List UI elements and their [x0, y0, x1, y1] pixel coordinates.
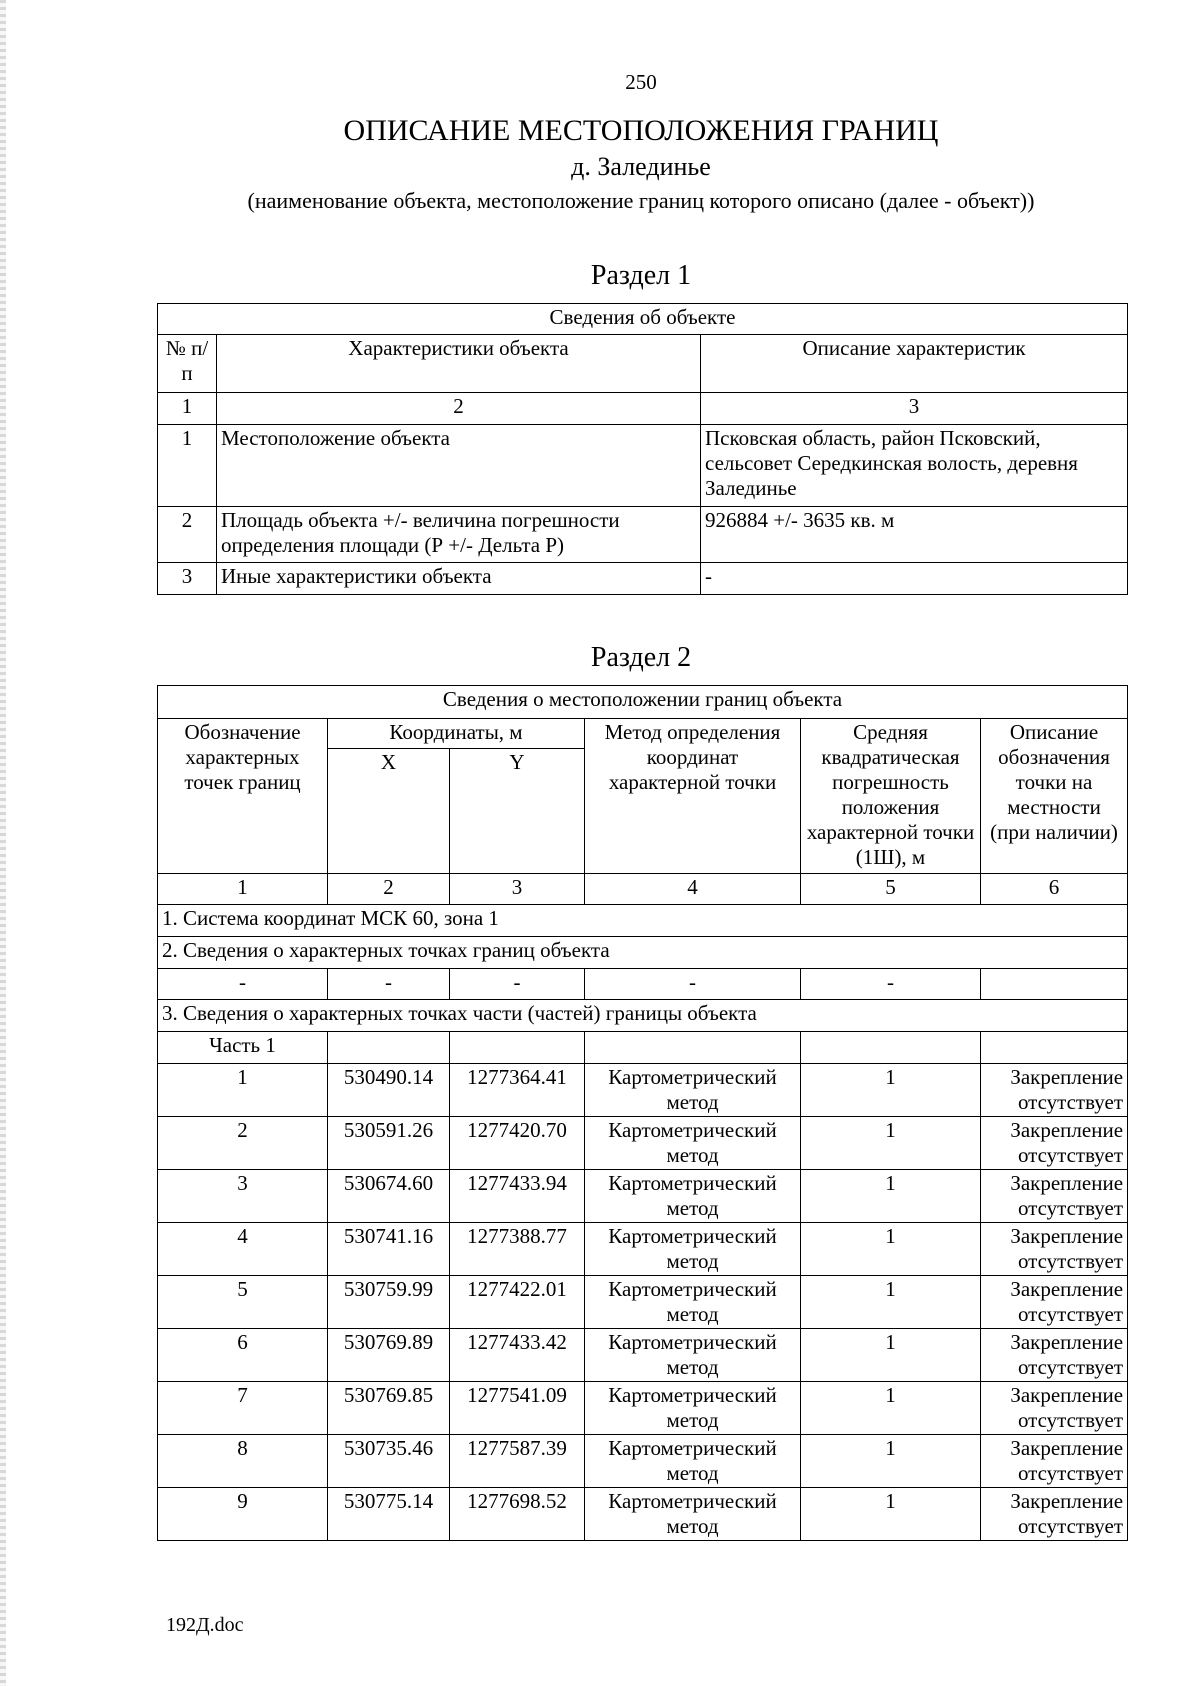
- point-x: 530775.14: [328, 1488, 450, 1541]
- point-error: 1: [801, 1064, 981, 1117]
- point-method: Картометрический метод: [585, 1117, 801, 1170]
- empty-cell: [981, 1032, 1128, 1064]
- point-method: Картометрический метод: [585, 1329, 801, 1382]
- table-row: [158, 1435, 1128, 1488]
- point-method: Картометрический метод: [585, 1488, 801, 1541]
- points-body: [158, 1064, 1128, 1541]
- empty-cell: [801, 1032, 981, 1064]
- point-x: 530591.26: [328, 1117, 450, 1170]
- header-characteristic: Характеристики объекта: [217, 335, 701, 393]
- row-number: 2: [158, 507, 217, 563]
- table-title: Сведения о местоположении границ объекта: [158, 686, 1128, 719]
- col-number: 3: [701, 393, 1128, 425]
- table-row: [158, 969, 1128, 1000]
- row-value: Псковская область, район Псковский, сельсовет Середкинская волость, деревня Залединье: [701, 425, 1128, 507]
- point-number: 7: [158, 1382, 328, 1435]
- header-coordinates: Координаты, м: [328, 719, 585, 749]
- empty-cell: [585, 1032, 801, 1064]
- col-number: 3: [450, 874, 585, 905]
- point-error: 1: [801, 1170, 981, 1223]
- table-row: [158, 1117, 1128, 1170]
- point-y: 1277587.39: [450, 1435, 585, 1488]
- table-row: [158, 563, 1128, 595]
- point-y: 1277541.09: [450, 1382, 585, 1435]
- point-description: Закрепление отсутствует: [981, 1435, 1128, 1488]
- point-description: Закрепление отсутствует: [981, 1064, 1128, 1117]
- point-number: 2: [158, 1117, 328, 1170]
- table-row: [158, 1064, 1128, 1117]
- coordinate-system-row: 1. Система координат МСК 60, зона 1: [158, 905, 1128, 937]
- point-number: 5: [158, 1276, 328, 1329]
- col-number: 1: [158, 393, 217, 425]
- point-x: 530490.14: [328, 1064, 450, 1117]
- point-error: 1: [801, 1488, 981, 1541]
- section1-title: Раздел 1: [590, 260, 692, 291]
- table-row: [158, 1170, 1128, 1223]
- point-method: Картометрический метод: [585, 1382, 801, 1435]
- point-x: 530741.16: [328, 1223, 450, 1276]
- point-number: 6: [158, 1329, 328, 1382]
- table-row: [158, 425, 1128, 507]
- col-number: 6: [981, 874, 1128, 905]
- point-number: 8: [158, 1435, 328, 1488]
- point-description: Закрепление отсутствует: [981, 1117, 1128, 1170]
- row-characteristic: Площадь объекта +/- величина погрешности определения площади (Р +/- Дельта Р): [217, 507, 701, 563]
- table-row: [158, 1276, 1128, 1329]
- dash-cell: [981, 969, 1128, 1000]
- point-error: 1: [801, 1329, 981, 1382]
- row-number: 3: [158, 563, 217, 595]
- col-number: 4: [585, 874, 801, 905]
- footer-filename: 192Д.doc: [166, 1614, 244, 1636]
- point-method: Картометрический метод: [585, 1435, 801, 1488]
- part-label: Часть 1: [158, 1032, 328, 1064]
- header-x: X: [328, 749, 450, 874]
- point-method: Картометрический метод: [585, 1276, 801, 1329]
- table-row: [158, 1488, 1128, 1541]
- header-error: Средняя квадратическая погрешность положения характерной точки (1Ш), м: [801, 719, 981, 874]
- point-description: Закрепление отсутствует: [981, 1276, 1128, 1329]
- document-title: ОПИСАНИЕ МЕСТОПОЛОЖЕНИЯ ГРАНИЦ: [343, 114, 939, 147]
- row-value: -: [701, 563, 1128, 595]
- col-number: 1: [158, 874, 328, 905]
- row-value: 926884 +/- 3635 кв. м: [701, 507, 1128, 563]
- object-info-table: [157, 303, 1128, 595]
- point-description: Закрепление отсутствует: [981, 1382, 1128, 1435]
- header-description: Описание характеристик: [701, 335, 1128, 393]
- point-x: 530735.46: [328, 1435, 450, 1488]
- point-y: 1277433.94: [450, 1170, 585, 1223]
- table-title: Сведения об объекте: [158, 304, 1128, 335]
- point-number: 4: [158, 1223, 328, 1276]
- point-error: 1: [801, 1435, 981, 1488]
- part-points-row: 3. Сведения о характерных точках части (частей) границы объекта: [158, 1000, 1128, 1032]
- point-description: Закрепление отсутствует: [981, 1488, 1128, 1541]
- table-row: [158, 507, 1128, 563]
- point-y: 1277364.41: [450, 1064, 585, 1117]
- empty-cell: [328, 1032, 450, 1064]
- point-y: 1277422.01: [450, 1276, 585, 1329]
- empty-cell: [450, 1032, 585, 1064]
- point-error: 1: [801, 1117, 981, 1170]
- document-note: (наименование объекта, местоположение границ которого описано (далее - объект)): [247, 188, 1035, 213]
- row-characteristic: Иные характеристики объекта: [217, 563, 701, 595]
- point-description: Закрепление отсутствует: [981, 1170, 1128, 1223]
- table-row: [158, 1032, 1128, 1064]
- row-number: 1: [158, 425, 217, 507]
- dash-cell: -: [450, 969, 585, 1000]
- point-y: 1277420.70: [450, 1117, 585, 1170]
- col-number: 2: [217, 393, 701, 425]
- row-characteristic: Местоположение объекта: [217, 425, 701, 507]
- boundary-points-row: 2. Сведения о характерных точках границ объекта: [158, 937, 1128, 969]
- dash-cell: -: [585, 969, 801, 1000]
- point-method: Картометрический метод: [585, 1223, 801, 1276]
- scan-edge: [0, 0, 6, 1686]
- point-y: 1277388.77: [450, 1223, 585, 1276]
- point-error: 1: [801, 1223, 981, 1276]
- table-row: [158, 1223, 1128, 1276]
- section2-title: Раздел 2: [590, 642, 692, 673]
- point-x: 530759.99: [328, 1276, 450, 1329]
- point-x: 530769.85: [328, 1382, 450, 1435]
- point-error: 1: [801, 1382, 981, 1435]
- point-number: 3: [158, 1170, 328, 1223]
- header-method: Метод определения координат характерной точки: [585, 719, 801, 874]
- page-number: 250: [625, 70, 657, 94]
- point-description: Закрепление отсутствует: [981, 1223, 1128, 1276]
- document-subtitle: д. Залединье: [571, 152, 711, 181]
- header-y: Y: [450, 749, 585, 874]
- point-method: Картометрический метод: [585, 1170, 801, 1223]
- boundary-points-table: [157, 685, 1128, 1541]
- header-point: Обозначение характерных точек границ: [158, 719, 328, 874]
- dash-cell: -: [801, 969, 981, 1000]
- point-method: Картометрический метод: [585, 1064, 801, 1117]
- point-x: 530674.60: [328, 1170, 450, 1223]
- point-description: Закрепление отсутствует: [981, 1329, 1128, 1382]
- header-number: № п/п: [158, 335, 217, 393]
- table-row: [158, 1329, 1128, 1382]
- dash-cell: -: [158, 969, 328, 1000]
- col-number: 2: [328, 874, 450, 905]
- dash-cell: -: [328, 969, 450, 1000]
- point-number: 9: [158, 1488, 328, 1541]
- point-x: 530769.89: [328, 1329, 450, 1382]
- col-number: 5: [801, 874, 981, 905]
- point-y: 1277433.42: [450, 1329, 585, 1382]
- header-marker-description: Описание обозначения точки на местности (при наличии): [981, 719, 1128, 874]
- point-error: 1: [801, 1276, 981, 1329]
- point-y: 1277698.52: [450, 1488, 585, 1541]
- point-number: 1: [158, 1064, 328, 1117]
- table-row: [158, 1382, 1128, 1435]
